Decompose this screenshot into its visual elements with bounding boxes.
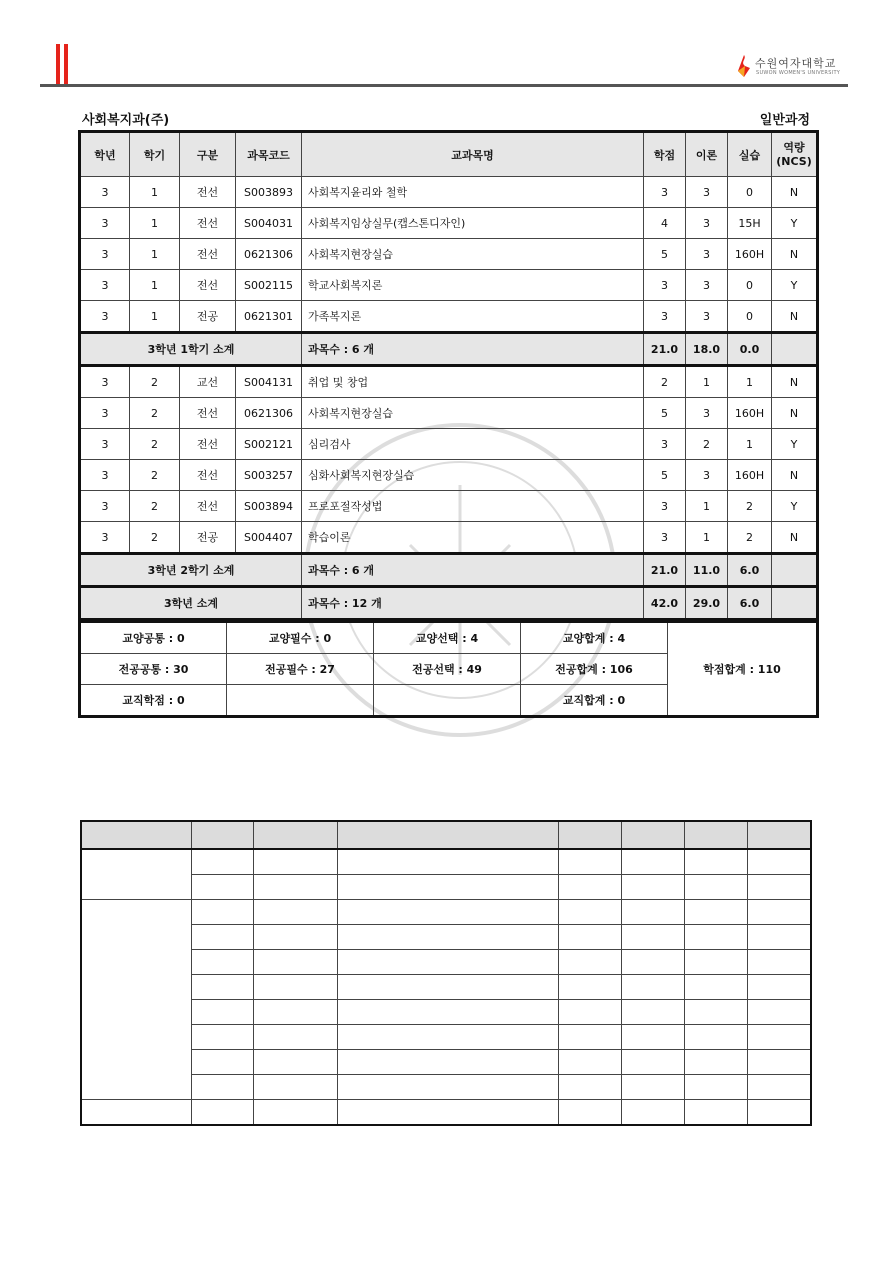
liberal-elective-credits: 교양선택 : 4	[374, 622, 521, 654]
header-theory: 이론	[686, 132, 728, 177]
table-row	[80, 239, 818, 270]
cell-semester: 1	[130, 208, 180, 239]
blank-table-row	[81, 1050, 811, 1075]
blank-cell	[621, 1075, 684, 1100]
blank-header-cell	[338, 821, 559, 849]
blank-cell	[253, 1050, 337, 1075]
blank-cell	[338, 849, 559, 875]
semester-1-subtotal-row	[80, 333, 818, 366]
blank-group-cell	[81, 1100, 191, 1126]
blank-cell	[748, 950, 811, 975]
blank-cell	[685, 1000, 748, 1025]
cell-course-name: 학습이론	[302, 522, 644, 554]
blank-cell	[685, 849, 748, 875]
liberal-total-credits: 교양합계 : 4	[521, 622, 668, 654]
table-row	[80, 270, 818, 301]
flame-logo-icon	[736, 54, 752, 78]
cell-code: S002121	[236, 429, 302, 460]
blank-table-row	[81, 950, 811, 975]
cell-category: 전선	[180, 460, 236, 491]
header-semester: 학기	[130, 132, 180, 177]
cell-credits: 3	[644, 491, 686, 522]
major-required-credits: 전공필수 : 27	[227, 654, 374, 685]
blank-cell	[338, 1075, 559, 1100]
cell-course-name: 사회복지현장실습	[302, 239, 644, 270]
blank-table-row	[81, 1025, 811, 1050]
blank-cell	[621, 1000, 684, 1025]
blank-cell	[748, 1000, 811, 1025]
cell-category: 전선	[180, 491, 236, 522]
cell-credits: 3	[644, 301, 686, 333]
cell-semester: 2	[130, 460, 180, 491]
blank-cell	[338, 875, 559, 900]
subtotal-course-count: 과목수 : 12 개	[302, 587, 644, 620]
cell-practice: 160H	[728, 398, 772, 429]
course-table	[78, 130, 819, 621]
cell-course-name: 심리검사	[302, 429, 644, 460]
cell-ncs: Y	[772, 208, 818, 239]
blank-cell	[748, 1050, 811, 1075]
cell-theory: 3	[686, 398, 728, 429]
teaching-total-credits: 교직합계 : 0	[521, 685, 668, 717]
blank-cell	[748, 875, 811, 900]
cell-category: 전선	[180, 398, 236, 429]
cell-practice: 2	[728, 491, 772, 522]
blank-cell	[191, 950, 253, 975]
subtotal-theory: 11.0	[686, 554, 728, 587]
cell-year: 3	[80, 491, 130, 522]
blank-cell	[558, 925, 621, 950]
header-course-name: 교과목명	[302, 132, 644, 177]
credit-summary-table	[78, 620, 819, 718]
cell-ncs: N	[772, 398, 818, 429]
blank-cell	[253, 1075, 337, 1100]
blank-cell	[338, 1100, 559, 1126]
table-row	[80, 301, 818, 333]
program-type: 일반과정	[759, 113, 810, 128]
blank-cell	[685, 1075, 748, 1100]
blank-cell	[558, 1000, 621, 1025]
blank-cell	[338, 1050, 559, 1075]
cell-code: S004031	[236, 208, 302, 239]
table-row	[80, 398, 818, 429]
cell-credits: 4	[644, 208, 686, 239]
cell-credits: 3	[644, 270, 686, 301]
cell-theory: 3	[686, 239, 728, 270]
major-elective-credits: 전공선택 : 49	[374, 654, 521, 685]
cell-code: S004407	[236, 522, 302, 554]
cell-ncs: N	[772, 522, 818, 554]
cell-theory: 1	[686, 366, 728, 398]
blank-group-cell	[81, 849, 191, 900]
blank-cell	[253, 975, 337, 1000]
cell-course-name: 사회복지윤리와 철학	[302, 177, 644, 208]
table-row	[80, 460, 818, 491]
major-total-credits: 전공합계 : 106	[521, 654, 668, 685]
blank-cell	[621, 975, 684, 1000]
blank-cell	[191, 925, 253, 950]
blank-group-cell	[81, 900, 191, 1100]
table-row	[80, 208, 818, 239]
cell-code: S004131	[236, 366, 302, 398]
cell-year: 3	[80, 398, 130, 429]
blank-cell	[558, 1075, 621, 1100]
cell-practice: 0	[728, 270, 772, 301]
header-category: 구분	[180, 132, 236, 177]
blank-cell	[685, 1025, 748, 1050]
cell-credits: 5	[644, 398, 686, 429]
blank-header-cell	[81, 821, 191, 849]
cell-year: 3	[80, 208, 130, 239]
cell-semester: 2	[130, 398, 180, 429]
subtotal-theory: 18.0	[686, 333, 728, 366]
cell-course-name: 사회복지현장실습	[302, 398, 644, 429]
blank-header-cell	[748, 821, 811, 849]
cell-semester: 2	[130, 429, 180, 460]
cell-category: 전선	[180, 270, 236, 301]
cell-course-name: 프로포절작성법	[302, 491, 644, 522]
cell-category: 교선	[180, 366, 236, 398]
cell-credits: 3	[644, 177, 686, 208]
blank-cell	[621, 900, 684, 925]
blank-cell	[558, 975, 621, 1000]
teaching-credits: 교직학점 : 0	[80, 685, 227, 717]
cell-category: 전공	[180, 301, 236, 333]
blank-cell	[191, 875, 253, 900]
blank-cell	[191, 975, 253, 1000]
cell-year: 3	[80, 270, 130, 301]
cell-credits: 3	[644, 429, 686, 460]
blank-cell	[685, 1050, 748, 1075]
cell-theory: 3	[686, 208, 728, 239]
blank-table-row	[81, 975, 811, 1000]
blank-cell	[685, 975, 748, 1000]
cell-credits: 5	[644, 460, 686, 491]
blank-cell	[621, 849, 684, 875]
cell-ncs: N	[772, 239, 818, 270]
blank-cell	[191, 849, 253, 875]
blank-cell	[253, 875, 337, 900]
blank-course-table	[80, 820, 812, 1126]
cell-practice: 0	[728, 301, 772, 333]
table-row	[80, 522, 818, 554]
cell-ncs: Y	[772, 270, 818, 301]
blank-cell	[191, 1025, 253, 1050]
cell-code: 0621301	[236, 301, 302, 333]
subtotal-course-count: 과목수 : 6 개	[302, 333, 644, 366]
subtotal-practice: 0.0	[728, 333, 772, 366]
blank-header-cell	[253, 821, 337, 849]
blank-table-row	[81, 875, 811, 900]
blank-cell	[338, 925, 559, 950]
cell-year: 3	[80, 522, 130, 554]
cell-year: 3	[80, 366, 130, 398]
blank-cell	[253, 950, 337, 975]
header-course-code: 과목코드	[236, 132, 302, 177]
blank-cell	[191, 900, 253, 925]
cell-year: 3	[80, 460, 130, 491]
header-accent-bar-right	[64, 44, 68, 84]
blank-cell	[685, 925, 748, 950]
blank-cell	[685, 900, 748, 925]
cell-theory: 1	[686, 522, 728, 554]
blank-cell	[253, 1100, 337, 1126]
header-credits: 학점	[644, 132, 686, 177]
subtotal-label: 3학년 1학기 소계	[80, 333, 302, 366]
subtotal-ncs	[772, 333, 818, 366]
cell-code: 0621306	[236, 398, 302, 429]
blank-cell	[558, 900, 621, 925]
blank-cell	[748, 1025, 811, 1050]
header-year: 학년	[80, 132, 130, 177]
blank-cell	[338, 975, 559, 1000]
cell-credits: 5	[644, 239, 686, 270]
blank-cell	[253, 1000, 337, 1025]
blank-cell	[685, 875, 748, 900]
subtotal-label: 3학년 소계	[80, 587, 302, 620]
liberal-common-credits: 교양공통 : 0	[80, 622, 227, 654]
blank-cell	[191, 1100, 253, 1126]
blank-cell	[748, 849, 811, 875]
blank-cell	[621, 875, 684, 900]
subtotal-credits: 21.0	[644, 554, 686, 587]
cell-semester: 1	[130, 239, 180, 270]
cell-code: S002115	[236, 270, 302, 301]
blank-cell	[253, 1025, 337, 1050]
cell-category: 전선	[180, 239, 236, 270]
blank-cell	[621, 1050, 684, 1075]
cell-credits: 3	[644, 522, 686, 554]
cell-practice: 160H	[728, 239, 772, 270]
subtotal-ncs	[772, 554, 818, 587]
header-accent-bar-left	[56, 44, 60, 84]
cell-course-name: 심화사회복지현장실습	[302, 460, 644, 491]
blank-cell	[558, 875, 621, 900]
blank-cell	[338, 900, 559, 925]
cell-category: 전선	[180, 429, 236, 460]
cell-semester: 1	[130, 177, 180, 208]
cell-semester: 2	[130, 522, 180, 554]
cell-ncs: Y	[772, 491, 818, 522]
blank-cell	[748, 1100, 811, 1126]
subtotal-practice: 6.0	[728, 587, 772, 620]
blank-table-row	[81, 849, 811, 875]
blank-cell	[685, 950, 748, 975]
cell-course-name: 가족복지론	[302, 301, 644, 333]
subtotal-theory: 29.0	[686, 587, 728, 620]
blank-cell	[253, 849, 337, 875]
subtotal-credits: 21.0	[644, 333, 686, 366]
cell-semester: 2	[130, 366, 180, 398]
subtotal-label: 3학년 2학기 소계	[80, 554, 302, 587]
blank-table-row	[81, 900, 811, 925]
grand-total-credits: 학점합계 : 110	[668, 622, 818, 717]
blank-table-row	[81, 1075, 811, 1100]
cell-theory: 3	[686, 177, 728, 208]
cell-ncs: Y	[772, 429, 818, 460]
cell-course-name: 취업 및 창업	[302, 366, 644, 398]
cell-course-name: 학교사회복지론	[302, 270, 644, 301]
semester-2-subtotal-row	[80, 554, 818, 587]
cell-semester: 1	[130, 270, 180, 301]
cell-ncs: N	[772, 301, 818, 333]
blank-cell	[191, 1000, 253, 1025]
cell-theory: 3	[686, 270, 728, 301]
subtotal-practice: 6.0	[728, 554, 772, 587]
blank-cell	[191, 1050, 253, 1075]
cell-theory: 1	[686, 491, 728, 522]
blank-cell	[748, 925, 811, 950]
cell-year: 3	[80, 429, 130, 460]
cell-code: S003257	[236, 460, 302, 491]
blank-cell	[685, 1100, 748, 1126]
cell-theory: 2	[686, 429, 728, 460]
subtotal-credits: 42.0	[644, 587, 686, 620]
logo-korean-name: 수원여자대학교	[755, 57, 837, 70]
blank-cell	[338, 1000, 559, 1025]
table-row	[80, 366, 818, 398]
blank-table-row	[81, 925, 811, 950]
table-row	[80, 429, 818, 460]
table-row	[80, 491, 818, 522]
cell-semester: 1	[130, 301, 180, 333]
blank-cell	[748, 1075, 811, 1100]
cell-theory: 3	[686, 460, 728, 491]
blank-header-cell	[191, 821, 253, 849]
blank-table-row	[81, 1000, 811, 1025]
blank-header-cell	[558, 821, 621, 849]
cell-ncs: N	[772, 177, 818, 208]
cell-practice: 1	[728, 366, 772, 398]
blank-cell	[558, 950, 621, 975]
cell-year: 3	[80, 177, 130, 208]
cell-practice: 2	[728, 522, 772, 554]
blank-cell	[338, 950, 559, 975]
cell-practice: 15H	[728, 208, 772, 239]
cell-code: 0621306	[236, 239, 302, 270]
cell-practice: 160H	[728, 460, 772, 491]
header-ncs: 역량 (NCS)	[772, 132, 818, 177]
table-row	[80, 177, 818, 208]
cell-category: 전선	[180, 177, 236, 208]
blank-cell	[191, 1075, 253, 1100]
blank-header-cell	[685, 821, 748, 849]
blank-header-cell	[621, 821, 684, 849]
cell-category: 전공	[180, 522, 236, 554]
header-practice: 실습	[728, 132, 772, 177]
subtotal-course-count: 과목수 : 6 개	[302, 554, 644, 587]
blank-cell	[748, 975, 811, 1000]
blank-cell	[621, 925, 684, 950]
cell-course-name: 사회복지임상실무(캡스톤디자인)	[302, 208, 644, 239]
table-header-row	[80, 132, 818, 177]
blank-table-row	[81, 1100, 811, 1126]
blank-cell	[253, 900, 337, 925]
cell-practice: 0	[728, 177, 772, 208]
blank-table-header-row	[81, 821, 811, 849]
blank-cell	[621, 1100, 684, 1126]
cell-credits: 2	[644, 366, 686, 398]
cell-practice: 1	[728, 429, 772, 460]
cell-ncs: N	[772, 366, 818, 398]
cell-code: S003894	[236, 491, 302, 522]
blank-cell	[558, 1025, 621, 1050]
cell-category: 전선	[180, 208, 236, 239]
department-title: 사회복지과(주)	[82, 113, 170, 128]
blank-cell	[621, 1025, 684, 1050]
cell-ncs: N	[772, 460, 818, 491]
summary-row-liberal-arts	[80, 622, 818, 654]
cell-semester: 2	[130, 491, 180, 522]
blank-cell	[621, 950, 684, 975]
header-rule	[40, 84, 848, 87]
cell-year: 3	[80, 301, 130, 333]
blank-cell	[253, 925, 337, 950]
liberal-required-credits: 교양필수 : 0	[227, 622, 374, 654]
cell-theory: 3	[686, 301, 728, 333]
blank-cell	[558, 1100, 621, 1126]
major-common-credits: 전공공통 : 30	[80, 654, 227, 685]
year-subtotal-row	[80, 587, 818, 620]
blank-cell	[558, 849, 621, 875]
blank-cell	[338, 1025, 559, 1050]
subtotal-ncs	[772, 587, 818, 620]
logo-english-name: SUWON WOMEN'S UNIVERSITY	[756, 70, 841, 76]
cell-year: 3	[80, 239, 130, 270]
empty-cell	[374, 685, 521, 717]
blank-cell	[748, 900, 811, 925]
blank-cell	[558, 1050, 621, 1075]
empty-cell	[227, 685, 374, 717]
cell-code: S003893	[236, 177, 302, 208]
